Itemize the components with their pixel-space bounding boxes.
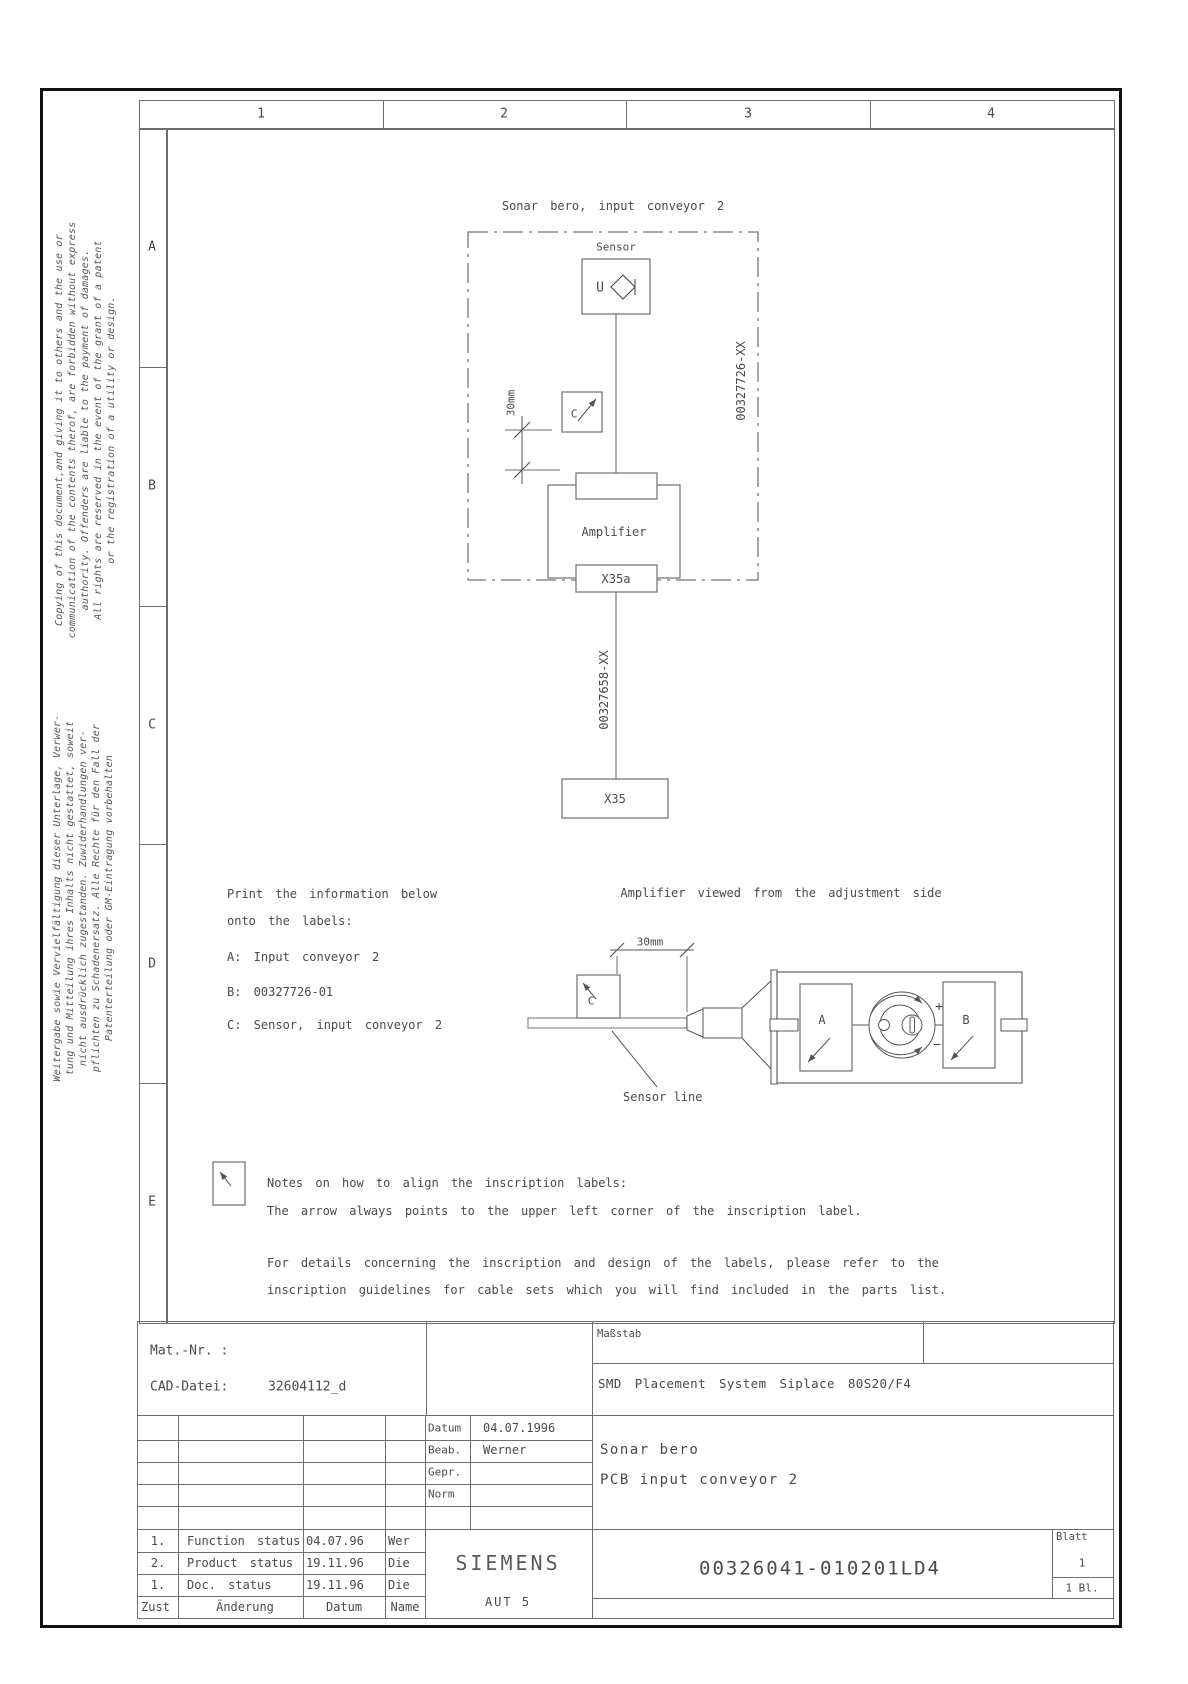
print-info-item: B: 00327726-01 (227, 985, 334, 999)
revision-zust: 1. (150, 1534, 166, 1548)
amplifier-view-title: Amplifier viewed from the adjustment side (620, 886, 942, 900)
title-block-line (592, 1363, 1113, 1364)
dimension-extension-line (505, 430, 560, 470)
legal-english-line: All rights are reserved in the event of the grant of a patent (93, 240, 104, 620)
field-label-beab: Beab. (428, 1443, 462, 1457)
schematic-title: Sonar bero, input conveyor 2 (501, 199, 725, 213)
field-value-datum: 04.07.1996 (483, 1421, 556, 1435)
notes-line: inscription guidelines for cable sets which you will find included in the parts list. (267, 1283, 947, 1297)
column-label-3: 3 (744, 106, 752, 122)
notes-line: Notes on how to align the inscription labels: (267, 1176, 628, 1190)
title-block-line (138, 1574, 425, 1575)
connector-neck (687, 1009, 703, 1037)
amplifier-top-connector-box (576, 473, 657, 499)
revision-header-name: Name (390, 1600, 420, 1614)
title-block-line (592, 1322, 593, 1618)
sensor-box (582, 259, 650, 314)
row-label-a: A (148, 239, 156, 255)
title-block-line (592, 1598, 1113, 1599)
blatt-label: Blatt (1056, 1530, 1088, 1543)
notes-line: The arrow always points to the upper left corner of the inscription label. (267, 1204, 862, 1218)
notes-line: For details concerning the inscription and design of the labels, please refer to the (267, 1256, 939, 1270)
print-info-item: A: Input conveyor 2 (227, 950, 380, 964)
title-block-line (138, 1529, 1113, 1530)
sensor-line-label: Sensor line (623, 1090, 703, 1104)
title-block-line (138, 1506, 592, 1507)
revision-date: 04.07.96 (306, 1534, 364, 1548)
x35-label: X35 (604, 792, 626, 806)
cad-datei-label: CAD-Datei: (150, 1379, 229, 1395)
dial-index-dot (879, 1020, 890, 1031)
legal-english-line: Copying of this document,and giving it to others and the use or (54, 234, 65, 626)
legal-english-line: or the registration of a utility or design. (106, 296, 117, 564)
field-label-gepr: Gepr. (428, 1465, 462, 1479)
field-label-norm: Norm (428, 1487, 455, 1501)
revision-change: Function status (187, 1534, 301, 1548)
sensor-line-leader (612, 1031, 657, 1087)
title-block-line (138, 1596, 425, 1597)
legal-german-line: Patenterteilung oder GM-Eintragung vorbehalten (104, 754, 115, 1042)
cable-number-lower: 00327658-XX (597, 650, 611, 730)
revision-zust: 2. (150, 1556, 166, 1570)
mat-nr-label: Mat.-Nr. : (150, 1343, 229, 1359)
view-b-label: B (962, 1013, 970, 1027)
revision-change: Product status (187, 1556, 294, 1570)
view-c-label-box (577, 975, 620, 1018)
document-number: 00326041-010201LD4 (699, 1557, 941, 1580)
title-block-line (138, 1440, 592, 1441)
column-label-2: 2 (500, 106, 508, 122)
connector-cone (742, 979, 773, 1071)
view-a-label: A (818, 1013, 826, 1027)
company-logo-text: SIEMENS (455, 1551, 561, 1575)
doc-title-line2: PCB input conveyor 2 (600, 1472, 799, 1488)
cable-number-upper: 00327726-XX (734, 341, 748, 421)
title-block-line (923, 1322, 924, 1364)
row-label-d: D (148, 956, 156, 972)
column-label-1: 1 (257, 106, 265, 122)
dial-screw (902, 1015, 922, 1035)
title-block-line (138, 1552, 425, 1553)
legal-english-line: communication of the contents therof, are forbidden without express (67, 221, 78, 639)
x35a-label: X35a (601, 572, 631, 586)
revision-date: 19.11.96 (306, 1578, 364, 1592)
print-info-item: C: Sensor, input conveyor 2 (227, 1018, 443, 1032)
title-block-line (470, 1415, 471, 1530)
row-label-b: B (148, 478, 156, 494)
revision-header-date: Datum (325, 1600, 363, 1614)
bl-count-value: 1 Bl. (1065, 1581, 1099, 1595)
massstab-label: Maßstab (597, 1327, 642, 1340)
sensor-line-bar (528, 1018, 687, 1028)
revision-header-change: Änderung (216, 1600, 274, 1614)
title-block-line (425, 1415, 426, 1618)
dimension-extension-line (617, 956, 687, 1012)
sensor-label: Sensor (596, 240, 636, 254)
print-info-heading: onto the labels: (227, 914, 353, 928)
legal-german-line: Weitergabe sowie Vervielfältigung dieser Unterlage, Verwer- (52, 714, 63, 1082)
title-block-line (385, 1415, 386, 1618)
title-block-line (138, 1484, 592, 1485)
revision-name: Die (388, 1556, 410, 1570)
left-terminal-tab (770, 1019, 798, 1031)
title-block-line (426, 1322, 427, 1415)
legal-german-line: pflichten zu Schadenersatz. Alle Rechte für den Fall der (91, 723, 102, 1073)
revision-zust: 1. (150, 1578, 166, 1592)
schematic-c-label: C (570, 407, 578, 421)
department-label: AUT 5 (484, 1595, 532, 1609)
title-block-line (303, 1415, 304, 1618)
row-label-c: C (148, 717, 156, 733)
view-a-label-box (800, 984, 852, 1071)
schematic-dim-label: 30mm (504, 389, 518, 417)
dial-plus-label: + (935, 999, 943, 1015)
right-terminal-tab (1001, 1019, 1027, 1031)
title-block-line (178, 1415, 179, 1618)
doc-title-line1: Sonar bero (600, 1442, 700, 1458)
sensor-symbol-u: U (596, 280, 604, 296)
legal-german-line: nicht ausdrücklich zugestanden. Zuwiderhandlungen ver- (78, 730, 89, 1066)
print-info-heading: Print the information below (227, 887, 438, 901)
legal-english-line: authority. Offenders are liable to the payment of damages. (80, 249, 91, 611)
revision-header-zust: Zust (141, 1600, 170, 1614)
legal-german-line: tung und Mitteilung ihres Inhalts nicht gestattet, soweit (65, 720, 76, 1076)
title-block-line (1052, 1577, 1113, 1578)
view-c-label: C (587, 994, 595, 1008)
connector-barrel (703, 1008, 742, 1038)
row-label-e: E (148, 1194, 156, 1210)
cad-datei-value: 32604112_d (268, 1379, 347, 1395)
dial-minus-label: − (933, 1037, 941, 1053)
revision-name: Die (388, 1578, 410, 1592)
schematic-c-label-box (562, 392, 602, 432)
view-dim-label: 30mm (636, 935, 664, 949)
title-block-line (138, 1462, 592, 1463)
amplifier-label: Amplifier (581, 525, 647, 539)
title-block-line (138, 1415, 1113, 1416)
field-value-beab: Werner (483, 1443, 527, 1457)
title-block-line (1052, 1529, 1053, 1598)
blatt-value: 1 (1078, 1556, 1086, 1570)
revision-change: Doc. status (187, 1578, 272, 1592)
revision-date: 19.11.96 (306, 1556, 364, 1570)
revision-name: Wer (388, 1534, 410, 1548)
system-name: SMD Placement System Siplace 80S20/F4 (598, 1375, 912, 1391)
field-label-datum: Datum (428, 1421, 462, 1435)
column-label-4: 4 (987, 106, 995, 122)
